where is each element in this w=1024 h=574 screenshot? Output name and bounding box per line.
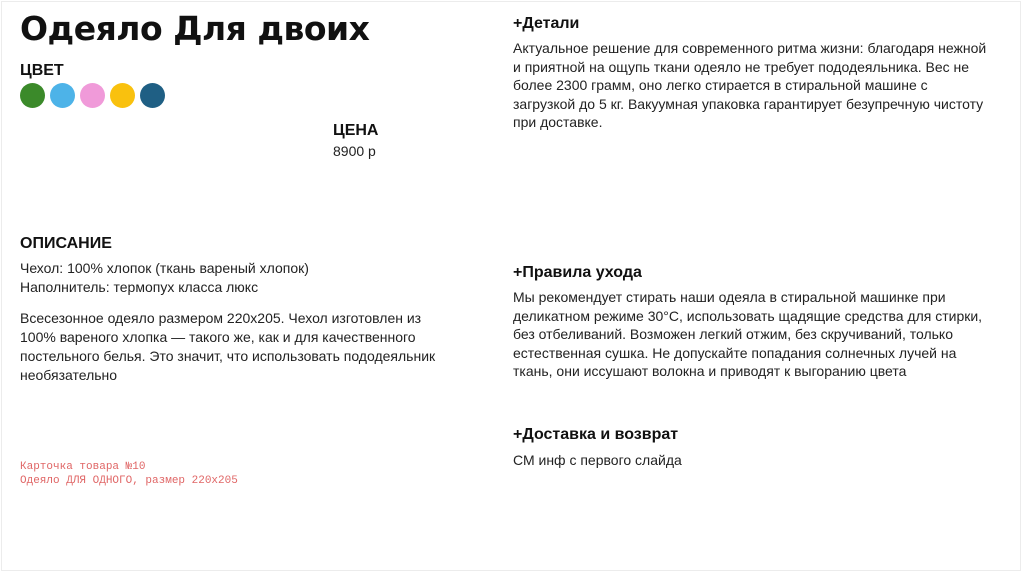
color-label: ЦВЕТ [20, 62, 64, 79]
price-label: ЦЕНА [333, 122, 379, 139]
care-section-title[interactable]: +Правила ухода [513, 264, 642, 281]
color-swatch-dark-blue[interactable] [140, 83, 165, 108]
color-swatch-yellow[interactable] [110, 83, 135, 108]
color-swatch-light-blue[interactable] [50, 83, 75, 108]
description-spec-filling: Наполнитель: термопух класса люкс [20, 279, 259, 295]
description-text: Всесезонное одеяло размером 220х205. Чехол изготовлен из 100% вареного хлопка — такого же, как и для качественного постельного белья. Это значит, что использовать пододеяльник необязательно [20, 310, 436, 383]
delivery-section-title[interactable]: +Доставка и возврат [513, 426, 679, 443]
card-note [20, 460, 238, 488]
details-section-text: Актуальное решение для современного ритма жизни: благодаря нежной и приятной на ощупь ткани одеяло не требует пододеяльника. Вес не более 2300 грамм, оно легко стирается в стиральной машине с загрузкой до 5 кг. Вакуумная упаковка гарантирует безупречную чистоту при доставке. [513, 40, 987, 130]
card-note-line-1: Карточка товара №10 [20, 461, 146, 473]
details-section-title[interactable]: +Детали [513, 15, 580, 32]
description-spec-cover: Чехол: 100% хлопок (ткань вареный хлопок) [20, 260, 309, 276]
care-section-text: Мы рекомендует стирать наши одеяла в стиральной машинке при деликатном режиме 30°С, использовать щадящие средства для стирки, без отбеливаний. Возможен легкий отжим, без скручиваний, только естественная сушка. Не допускайте попадания солнечных лучей на ткань, они иссушают волокна и приводят к выгоранию цвета [513, 289, 983, 379]
product-title: Одеяло Для двоих [20, 9, 370, 48]
description-label: ОПИСАНИЕ [20, 235, 112, 252]
price-value: 8900 р [333, 143, 376, 159]
color-swatch-pink[interactable] [80, 83, 105, 108]
color-swatch-green[interactable] [20, 83, 45, 108]
delivery-section-text: СМ инф с первого слайда [513, 452, 682, 468]
card-note-line-2: Одеяло ДЛЯ ОДНОГО, размер 220х205 [20, 475, 238, 487]
description-specs [20, 259, 309, 297]
color-swatches [20, 83, 165, 108]
